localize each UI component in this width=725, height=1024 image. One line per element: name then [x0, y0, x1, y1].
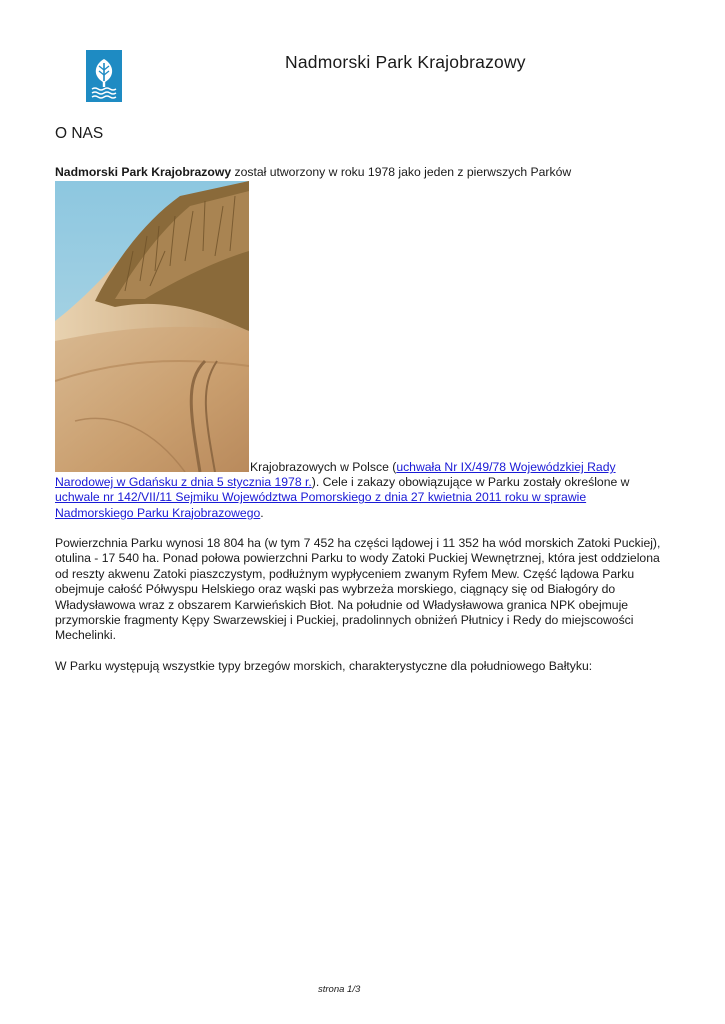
- paragraph-1: [55, 475, 629, 521]
- page-number: strona 1/3: [318, 984, 361, 995]
- site-title: Nadmorski Park Krajobrazowy: [285, 52, 526, 72]
- paragraph-2-line: otulina - 17 540 ha. Ponad połowa powierzchni Parku to wody Zatoki Puckiej Wewnętrznej, która jest oddzielona: [55, 551, 660, 566]
- paragraph-2: [55, 536, 660, 644]
- paragraph-2-line: przymorskie fragmenty Kępy Swarzewskiej i Puckiej, pradolinnych obniżeń Płutnicy i Redy do miejscowości: [55, 613, 634, 628]
- intro-bold: Nadmorski Park Krajobrazowy: [55, 165, 232, 179]
- park-logo-icon: [86, 50, 122, 102]
- resolution-2011-link[interactable]: uchwale nr 142/VII/11 Sejmiku Województwa Pomorskiego z dnia 27 kwietnia 2011 roku w sprawie: [55, 490, 587, 505]
- resolution-1978-link[interactable]: uchwała Nr IX/49/78 Wojewódzkiej Rady: [396, 460, 616, 474]
- paragraph-2-line: Powierzchnia Parku wynosi 18 804 ha (w tym 7 452 ha części lądowej i 11 352 ha wód morskich Zatoki Puckiej),: [55, 536, 661, 550]
- resolution-2011-link-cont[interactable]: Nadmorskiego Parku Krajobrazowego: [55, 505, 261, 520]
- paragraph-3-line: W Parku występują wszystkie typy brzegów morskich, charakterystyczne dla południowego Bałtyku:: [55, 659, 593, 673]
- paragraph-2-line: Mechelinki.: [55, 628, 116, 643]
- p1-text-end: .: [260, 505, 264, 520]
- paragraph-3: [55, 659, 592, 674]
- paragraph-2-line: od reszty akwenu Zatoki piaszczystym, podłużnym wypłyceniem zwanym Ryfem Mew. Część lądowa Parku: [55, 566, 635, 581]
- paragraph-1-line-1: [250, 460, 616, 475]
- paragraph-2-line: Władysławowa wraz z obszarem Karwieńskich Błot. Na południe od Władysławowa granica NPK obejmuje: [55, 597, 629, 612]
- paragraph-1-line-3: [55, 490, 629, 505]
- section-title: O NAS: [55, 125, 104, 142]
- resolution-1978-link-cont[interactable]: Narodowej w Gdańsku z dnia 5 stycznia 1978 r.: [55, 475, 312, 489]
- paragraph-2-line: obejmuje całość Półwyspu Helskiego oraz wąski pas wybrzeża morskiego, ciągnący się od Białogóry do: [55, 582, 616, 597]
- intro-rest: został utworzony w roku 1978 jako jeden z pierwszych Parków: [231, 165, 572, 179]
- intro-line: [55, 165, 571, 179]
- paragraph-1-line-2: [55, 475, 629, 490]
- paragraph-1-line-4: [55, 506, 629, 521]
- p1-text-mid: ). Cele i zakazy obowiązujące w Parku zostały określone w: [311, 475, 630, 489]
- p1-text-start: Krajobrazowych w Polsce (: [250, 460, 397, 474]
- dune-photo: [55, 181, 249, 472]
